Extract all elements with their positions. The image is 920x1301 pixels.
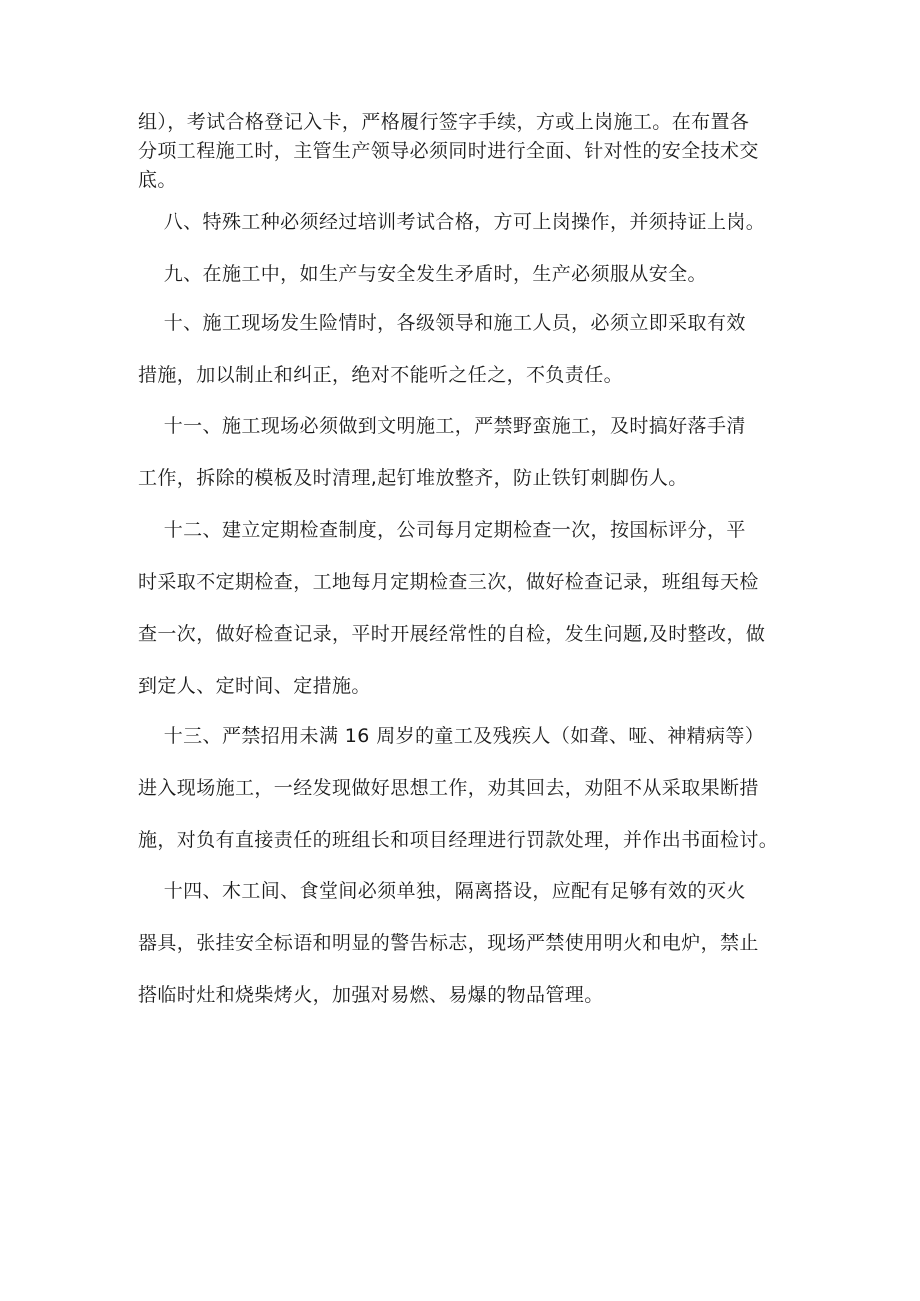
paragraph-item-8 — [138, 196, 806, 248]
text-line: 施，对负有直接责任的班组长和项目经理进行罚款处理，并作出书面检讨。 — [138, 829, 779, 851]
paragraph-item-10 — [138, 297, 806, 401]
text-line: 九、在施工中，如生产与安全发生矛盾时，生产必须服从安全。 — [138, 263, 707, 285]
text-line: 底。 — [138, 169, 177, 191]
text-line: 十四、木工间、食堂间必须单独，隔离搭设，应配有足够有效的灭火 — [138, 880, 746, 902]
paragraph-item-12 — [138, 504, 806, 712]
text-line: 进入现场施工，一经发现做好思想工作，劝其回去，劝阻不从采取果断措 — [138, 777, 759, 799]
text-line: 查一次，做好检查记录，平时开展经常性的自检，发生问题,及时整改，做 — [138, 623, 766, 645]
paragraph-item-13 — [138, 710, 806, 866]
text-line: 十、施工现场发生险情时，各级领导和施工人员，必须立即采取有效 — [138, 312, 746, 334]
text-line: 器具，张挂安全标语和明显的警告标志，现场严禁使用明火和电炉，禁止 — [138, 932, 759, 954]
text-line: 到定人、定时间、定措施。 — [138, 675, 371, 697]
text-line: 八、特殊工种必须经过培训考试合格，方可上岗操作，并须持证上岗。 — [138, 211, 766, 233]
paragraph-item-14 — [138, 865, 806, 1021]
text-line: 十一、施工现场必须做到文明施工，严禁野蛮施工，及时搞好落手清 — [138, 415, 746, 437]
text-line: 搭临时灶和烧柴烤火，加强对易燃、易爆的物品管理。 — [138, 984, 604, 1006]
paragraph-item-9 — [138, 248, 806, 300]
text-line: 分项工程施工时，主管生产领导必须同时进行全面、针对性的安全技术交 — [138, 140, 759, 162]
text-line: 工作，拆除的模板及时清理,起钉堆放整齐，防止铁钉刺脚伤人。 — [138, 467, 688, 489]
text-line: 十三、严禁招用未满 16 周岁的童工及残疾人（如聋、哑、神精病等） — [138, 725, 765, 747]
text-line: 十二、建立定期检查制度，公司每月定期检查一次，按国标评分，平 — [138, 519, 746, 541]
text-line: 时采取不定期检查，工地每月定期检查三次，做好检查记录，班组每天检 — [138, 571, 759, 593]
text-line: 组），考试合格登记入卡，严格履行签字手续，方或上岗施工。在布置各 — [138, 111, 750, 133]
paragraph-continuation — [138, 108, 806, 195]
text-line: 措施，加以制止和纠正，绝对不能听之任之，不负责任。 — [138, 364, 624, 386]
paragraph-item-11 — [138, 400, 806, 504]
